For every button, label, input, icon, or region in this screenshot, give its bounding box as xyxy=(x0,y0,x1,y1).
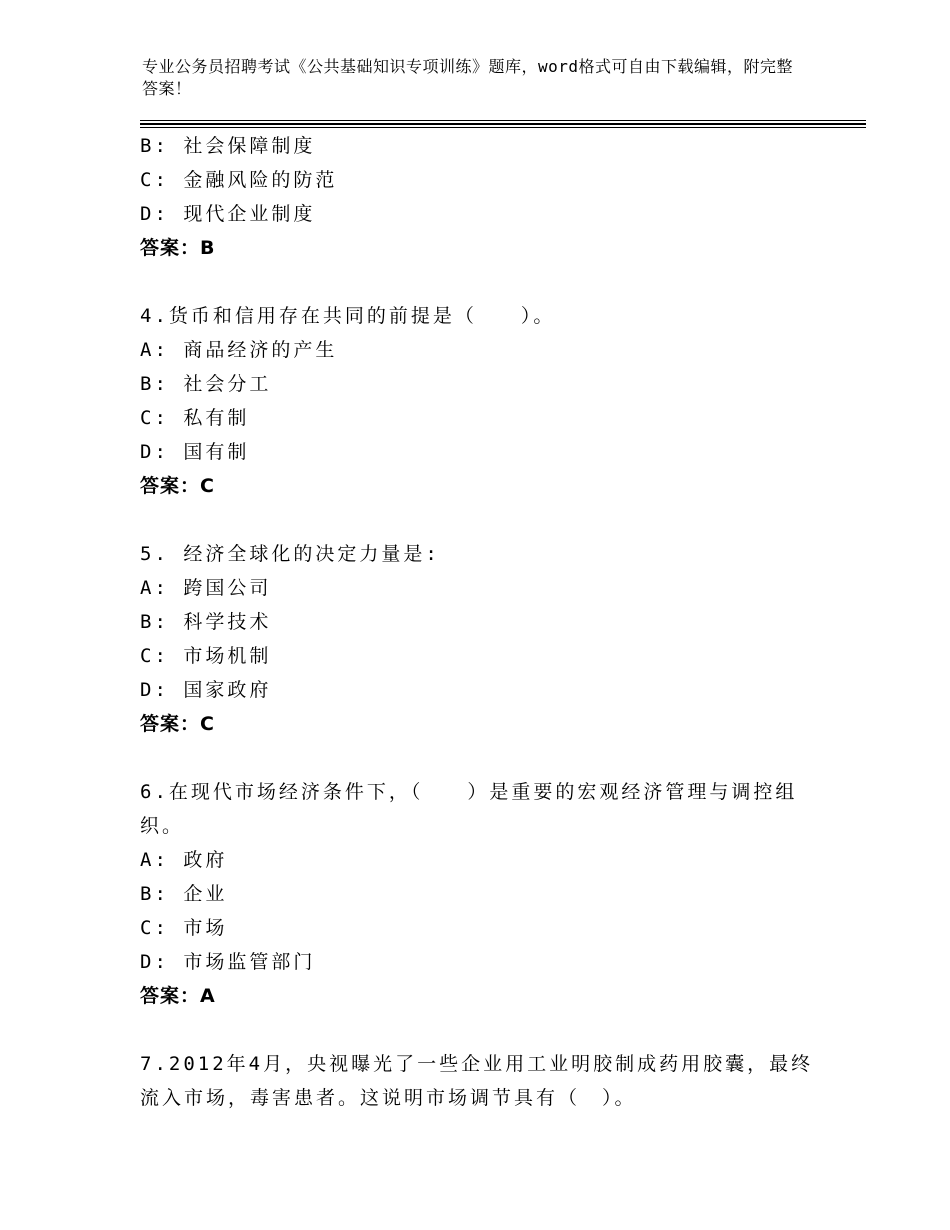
answer: 答案：C xyxy=(140,713,215,735)
option-a: A: 政府 xyxy=(140,849,228,871)
question-text: 7.2012年4月，央视曝光了一些企业用工业明胶制成药用胶囊，最终流入市场，毒害患者。这说明市场调节具有（ ）。 xyxy=(140,1053,814,1109)
spacer xyxy=(140,503,820,537)
question-text: 5. 经济全球化的决定力量是: xyxy=(140,543,440,565)
option-c: C: 私有制 xyxy=(140,407,250,429)
spacer xyxy=(140,1013,820,1047)
option-a: A: 商品经济的产生 xyxy=(140,339,338,361)
option-d: D: 市场监管部门 xyxy=(140,951,316,973)
answer: 答案：B xyxy=(140,237,216,259)
option-d: D: 国家政府 xyxy=(140,679,272,701)
spacer xyxy=(140,741,820,775)
option-b: B: 科学技术 xyxy=(140,611,272,633)
question-text: 4.货币和信用存在共同的前提是（ ）。 xyxy=(140,305,556,327)
option-d: D: 国有制 xyxy=(140,441,250,463)
answer: 答案：C xyxy=(140,475,215,497)
header-rule-middle xyxy=(140,123,866,125)
question-5 xyxy=(140,537,820,741)
header-rule-bottom xyxy=(140,127,866,128)
option-b: B: 社会保障制度 xyxy=(140,135,316,157)
question-7 xyxy=(140,1047,820,1115)
option-d: D: 现代企业制度 xyxy=(140,203,316,225)
page-header: 专业公务员招聘考试《公共基础知识专项训练》题库，word格式可自由下载编辑，附完整答案！ xyxy=(142,57,794,98)
question-3 xyxy=(140,129,820,265)
option-c: C: 金融风险的防范 xyxy=(140,169,338,191)
option-b: B: 企业 xyxy=(140,883,228,905)
question-list xyxy=(140,129,820,1115)
question-6 xyxy=(140,775,820,1013)
option-b: B: 社会分工 xyxy=(140,373,272,395)
header-rule-top xyxy=(140,120,866,121)
spacer xyxy=(140,265,820,299)
option-a: A: 跨国公司 xyxy=(140,577,272,599)
answer: 答案：A xyxy=(140,985,216,1007)
option-c: C: 市场 xyxy=(140,917,228,939)
question-4 xyxy=(140,299,820,503)
option-c: C: 市场机制 xyxy=(140,645,272,667)
question-text: 6.在现代市场经济条件下，（ ）是重要的宏观经济管理与调控组织。 xyxy=(140,781,798,837)
